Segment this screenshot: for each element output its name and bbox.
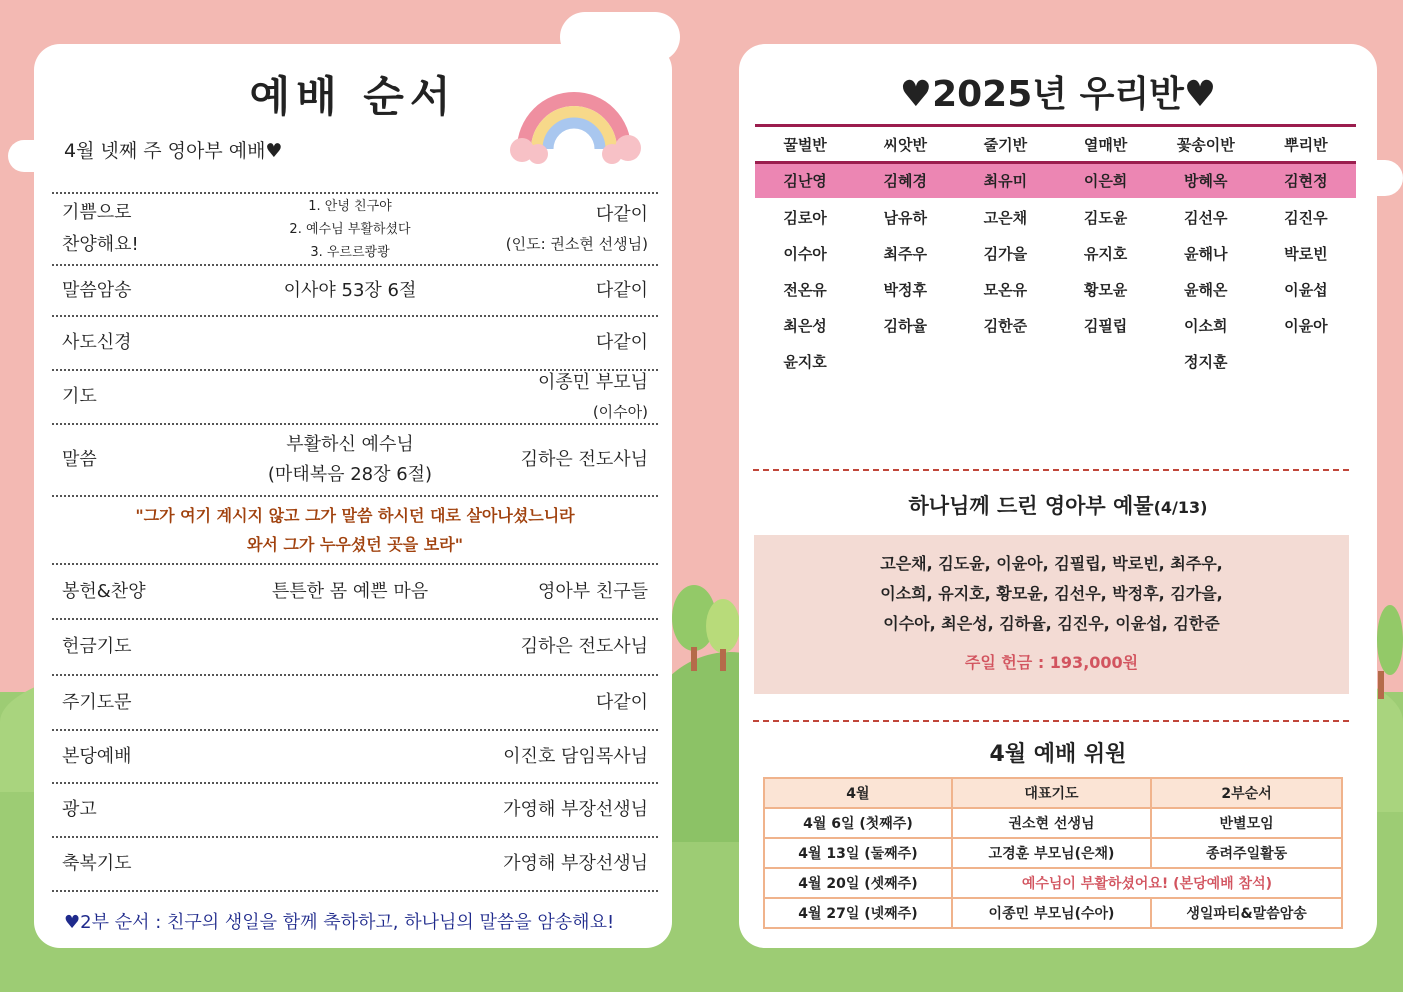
order-label: 말씀암송 — [62, 279, 132, 301]
order-leader — [448, 795, 658, 825]
order-label: 말씀 — [62, 449, 97, 470]
student-name: 김로아 — [783, 209, 827, 227]
order-row — [52, 618, 658, 674]
order-leader-name: 가영해 부장선생님 — [503, 799, 648, 820]
class-name: 줄기반 — [983, 136, 1028, 154]
student-name: 남유하 — [883, 209, 927, 227]
class-table — [755, 124, 1356, 380]
student-name: 이윤섭 — [1284, 281, 1328, 299]
duty-header: 대표기도 — [952, 778, 1151, 808]
student-name: 이소희 — [1184, 317, 1228, 335]
order-leader-name: 영아부 친구들 — [537, 580, 648, 602]
offering-title — [739, 490, 1377, 520]
order-leader-name: 가영해 부장선생님 — [503, 853, 648, 874]
order-row — [52, 729, 658, 782]
bible-verse-line: 와서 그가 누우셨던 곳을 보라" — [246, 535, 464, 554]
order-label: 기도 — [62, 386, 97, 407]
order-content — [252, 577, 448, 607]
student-name: 모온유 — [983, 281, 1028, 299]
student-name: 김가을 — [983, 245, 1028, 263]
order-row — [52, 782, 658, 836]
order-leader-sub: (이수아) — [592, 403, 648, 421]
bible-verse-line: "그가 여기 계시지 않고 그가 말씀 하시던 대로 살아나셨느니라 — [135, 506, 575, 525]
order-label: 주기도문 — [62, 691, 132, 713]
offering-names-line: 고은채, 김도윤, 이윤아, 김필립, 박로빈, 최주우, — [880, 554, 1223, 573]
song-title: 1. 안녕 친구야 — [308, 198, 392, 214]
class-name: 뿌리반 — [1284, 136, 1328, 154]
student-name: 유지호 — [1083, 245, 1128, 263]
teacher-name: 방혜옥 — [1184, 172, 1228, 190]
student-name — [1055, 344, 1155, 380]
student-name: 최은성 — [783, 317, 827, 335]
duty-second: 반별모임 — [1151, 808, 1342, 838]
student-name: 최주우 — [883, 245, 927, 263]
order-row — [52, 836, 658, 890]
divider — [753, 469, 1349, 471]
offering-box — [754, 535, 1349, 694]
duty-row — [764, 808, 1342, 838]
duty-date: 4월 27일 (넷째주) — [764, 898, 952, 928]
offering-names — [754, 535, 1349, 639]
duty-prayer: 이종민 부모님(수아) — [952, 898, 1151, 928]
order-leader — [448, 276, 658, 306]
order-content — [252, 430, 448, 490]
order-leader-name: 김하은 전도사님 — [520, 636, 648, 657]
order-content — [252, 276, 448, 306]
offering-names-line: 이소희, 유지호, 황모윤, 김선우, 박정후, 김가을, — [880, 584, 1223, 603]
student-name: 황모윤 — [1083, 281, 1128, 299]
order-leader-name: 다같이 — [595, 279, 648, 301]
student-name: 고은채 — [983, 209, 1028, 227]
student-name: 윤해나 — [1184, 245, 1228, 263]
rainbow-icon — [504, 74, 644, 164]
duty-second: 종려주일활동 — [1151, 838, 1342, 868]
duty-row — [764, 838, 1342, 868]
teacher-name: 이은희 — [1083, 172, 1128, 190]
class-name: 꿀벌반 — [783, 136, 827, 154]
student-name: 박로빈 — [1284, 245, 1328, 263]
classes-title: ♥2025년 우리반♥ — [899, 74, 1217, 115]
order-leader — [448, 742, 658, 772]
order-leader-name: 다같이 — [595, 204, 648, 225]
divider — [753, 720, 1349, 722]
offering-amount: 주일 헌금 : 193,000원 — [964, 653, 1139, 672]
student-name — [955, 344, 1055, 380]
teacher-name: 김난영 — [783, 172, 827, 190]
teacher-name: 김현정 — [1284, 172, 1328, 190]
offering-names-line: 이수아, 최은성, 김하율, 김진우, 이윤섭, 김한준 — [883, 614, 1220, 633]
duty-title: 4월 예배 위원 — [989, 742, 1127, 767]
duty-prayer: 고경훈 부모님(은채) — [952, 838, 1151, 868]
classes-panel — [739, 44, 1377, 948]
order-label: 사도신경 — [62, 332, 132, 353]
student-name: 김진우 — [1284, 209, 1328, 227]
order-leader — [448, 445, 658, 475]
class-name: 꽃송이반 — [1176, 136, 1235, 154]
student-name: 김선우 — [1184, 209, 1228, 227]
tree-decoration — [1377, 605, 1403, 699]
class-name: 씨앗반 — [883, 136, 927, 154]
student-name: 김필립 — [1083, 317, 1128, 335]
offering-title-text: 하나님께 드린 영아부 예물 — [908, 494, 1154, 518]
duty-date: 4월 6일 (첫째주) — [764, 808, 952, 838]
order-content-text: 튼튼한 몸 예쁜 마음 — [271, 580, 429, 602]
order-row — [52, 315, 658, 369]
class-name: 열매반 — [1083, 136, 1128, 154]
order-leader — [448, 328, 658, 358]
duty-second: 생일파티&말씀암송 — [1151, 898, 1342, 928]
student-name: 김한준 — [983, 317, 1028, 335]
order-content — [252, 195, 448, 264]
order-row — [52, 192, 658, 264]
order-leader-name: 김하은 전도사님 — [520, 449, 648, 470]
order-label: 기쁨으로 찬양해요! — [62, 202, 139, 255]
duty-table — [763, 777, 1343, 929]
teacher-row — [755, 164, 1356, 198]
duty-date: 4월 20일 (셋째주) — [764, 868, 952, 898]
student-name: 윤지호 — [783, 353, 827, 371]
student-name: 김하율 — [883, 317, 927, 335]
student-name — [855, 344, 955, 380]
order-leader — [448, 688, 658, 718]
order-leader-name: 이종민 부모님 — [537, 372, 648, 393]
song-title: 3. 우르르쾅쾅 — [310, 244, 390, 260]
order-list — [52, 192, 658, 892]
order-leader-sub: (인도: 권소현 선생님) — [505, 235, 648, 253]
duty-date: 4월 13일 (둘째주) — [764, 838, 952, 868]
second-part-note: ♥2부 순서 : 친구의 생일을 함께 축하하고, 하나님의 말씀을 암송해요! — [64, 912, 615, 933]
worship-order-panel — [34, 44, 672, 948]
order-content-text: 부활하신 예수님 — [286, 434, 414, 455]
order-leader-name: 다같이 — [595, 691, 648, 713]
offering-date: (4/13) — [1153, 498, 1208, 517]
order-label: 봉헌&찬양 — [62, 580, 146, 602]
order-label: 광고 — [62, 799, 97, 820]
student-grid — [755, 198, 1356, 380]
order-leader — [448, 368, 658, 426]
order-content-sub: (마태복음 28장 6절) — [267, 464, 433, 485]
class-names-row — [755, 124, 1356, 164]
order-leader — [448, 849, 658, 879]
duty-merged-note: 예수님이 부활하셨어요! (본당예배 참석) — [952, 868, 1342, 898]
order-row — [52, 264, 658, 315]
duty-prayer: 권소현 선생님 — [952, 808, 1151, 838]
duty-row — [764, 868, 1342, 898]
student-name: 정지훈 — [1184, 353, 1228, 371]
order-label: 헌금기도 — [62, 636, 132, 657]
duty-header: 4월 — [764, 778, 952, 808]
order-label: 축복기도 — [62, 853, 132, 874]
order-row — [52, 423, 658, 495]
song-title: 2. 예수님 부활하셨다 — [289, 221, 411, 237]
student-name — [1256, 344, 1356, 380]
student-name: 이수아 — [783, 245, 827, 263]
order-label: 본당예배 — [62, 745, 132, 767]
duty-header-row — [764, 778, 1342, 808]
teacher-name: 최유미 — [983, 172, 1028, 190]
duty-row — [764, 898, 1342, 928]
duty-header: 2부순서 — [1151, 778, 1342, 808]
order-row — [52, 369, 658, 423]
bible-verse — [52, 495, 658, 563]
order-content-text: 이사야 53장 6절 — [283, 279, 417, 301]
student-name: 박정후 — [883, 281, 927, 299]
order-leader — [448, 577, 658, 607]
student-name: 전온유 — [783, 281, 827, 299]
order-leader-name: 이진호 담임목사님 — [503, 745, 648, 767]
tree-decoration — [672, 585, 742, 675]
order-leader-name: 다같이 — [595, 332, 648, 353]
order-leader — [448, 200, 658, 258]
order-list-end — [52, 890, 658, 892]
order-leader — [448, 632, 658, 662]
student-name: 윤해온 — [1184, 281, 1228, 299]
worship-subtitle: 4월 넷째 주 영아부 예배♥ — [64, 140, 283, 162]
page-title: 예배 순서 — [249, 72, 457, 121]
student-name: 이윤아 — [1284, 317, 1328, 335]
teacher-name: 김혜경 — [883, 172, 927, 190]
order-row — [52, 674, 658, 729]
student-name: 김도윤 — [1083, 209, 1128, 227]
order-row — [52, 563, 658, 618]
